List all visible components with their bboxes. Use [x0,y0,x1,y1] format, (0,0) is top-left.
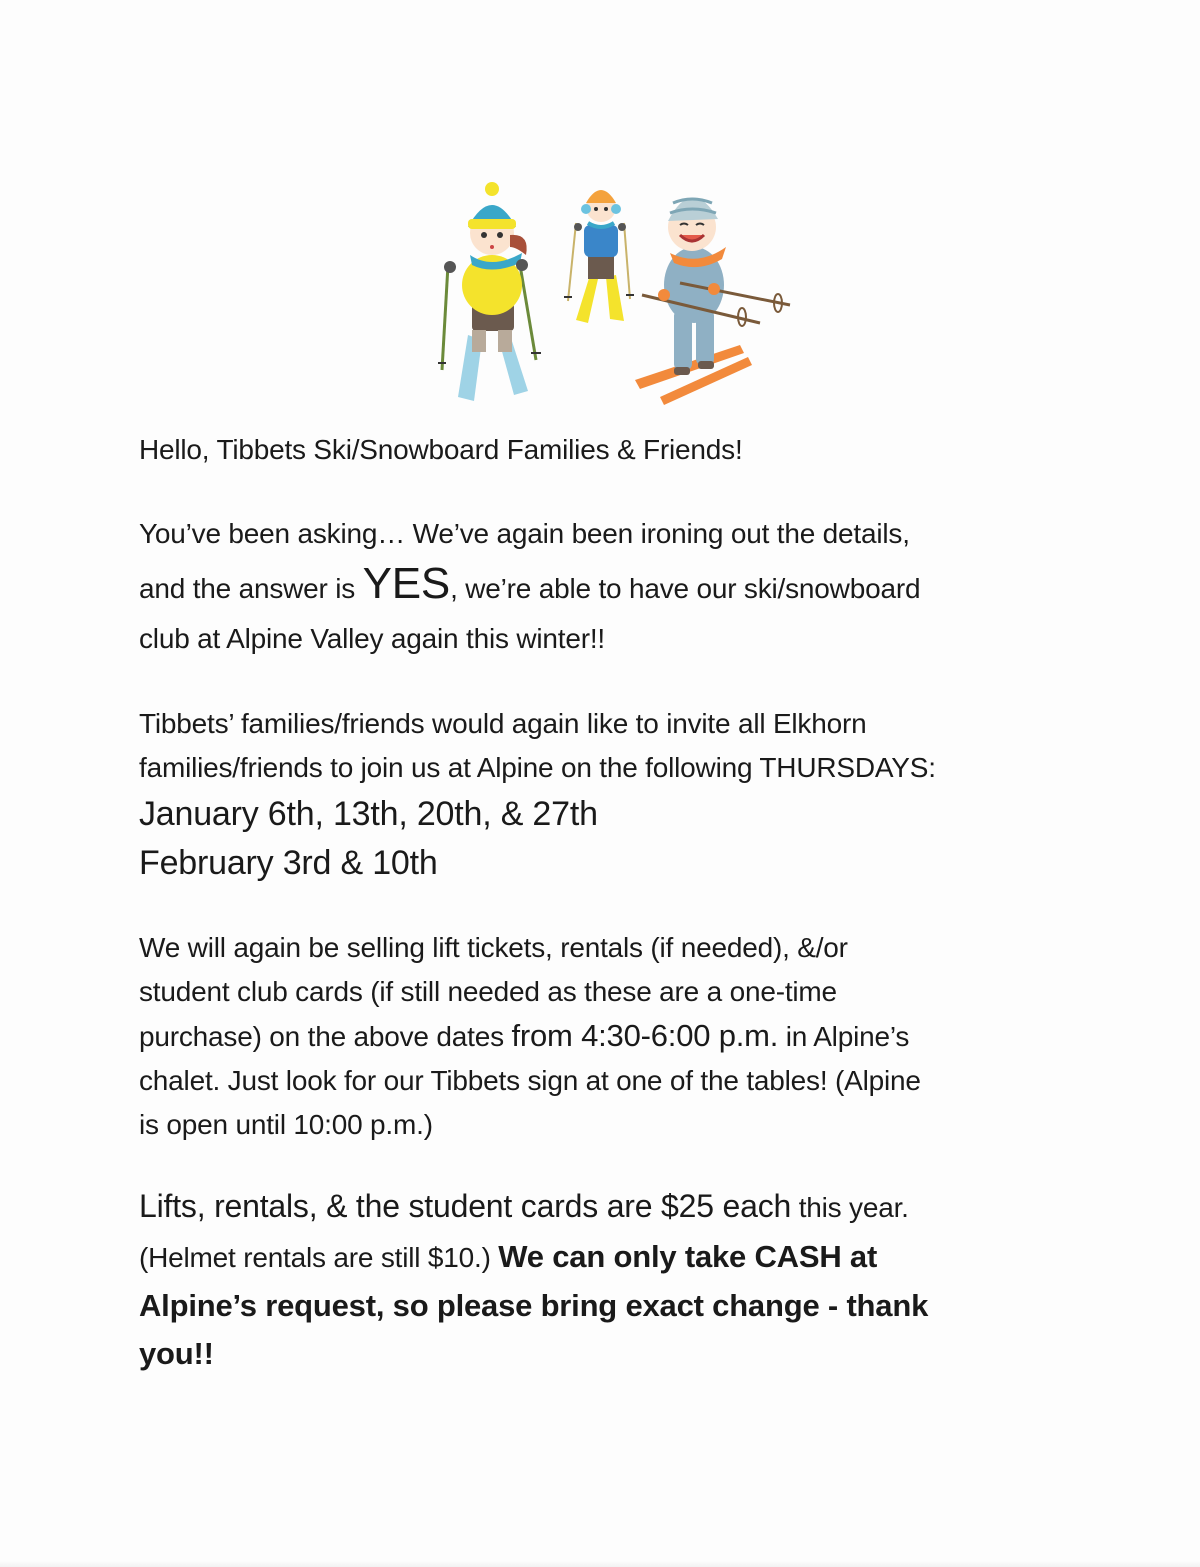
selling-line-3-pre: purchase) on the above dates [139,1021,512,1052]
boy-skier [635,197,790,405]
intro-paragraph [139,512,1079,661]
cash-only-notice: We can only take CASH at [498,1239,878,1274]
pricing-line-3: Alpine’s request, so please bring exact change - thank [139,1288,929,1323]
pricing-paragraph [139,1182,1079,1378]
pricing-line-1 [139,1182,1079,1232]
selling-line-3-post: in Alpine’s [778,1021,910,1052]
skiers-icon [430,175,800,410]
selling-line-4: chalet. Just look for our Tibbets sign at one of the tables! (Alpine [139,1065,921,1096]
selling-line-5: is open until 10:00 p.m.) [139,1109,433,1140]
pricing-line-2 [139,1232,1079,1282]
invite-line-2: families/friends to join us at Alpine on the following THURSDAYS: [139,752,936,783]
yes-emphasis: YES [362,559,451,608]
time-emphasis: from 4:30-6:00 p.m. [511,1018,779,1053]
intro-line-2-pre: and the answer is [139,573,363,604]
dates-february: February 3rd & 10th [139,844,438,882]
greeting-paragraph [139,428,1079,472]
pricing-line-1-post: this year. [791,1192,909,1223]
intro-line-2 [139,556,1079,617]
pricing-line-1-pre: Lifts, rentals, & the student cards are $25 each [139,1188,792,1224]
selling-line-3 [139,1014,1079,1059]
invite-paragraph [139,702,1079,888]
skiing-children-illustration [430,175,800,410]
scan-edge [0,1561,1200,1567]
selling-line-2: student club cards (if still needed as these are a one-time [139,976,837,1007]
dates-january: January 6th, 13th, 20th, & 27th [139,795,598,833]
middle-child-skier [564,190,634,323]
greeting-text: Hello, Tibbets Ski/Snowboard Families & Friends! [139,434,743,465]
intro-line-2-post: , we’re able to have our ski/snowboard [450,573,921,604]
helmet-note: (Helmet rentals are still $10.) [139,1242,499,1273]
selling-paragraph [139,926,1079,1147]
invite-line-1: Tibbets’ families/friends would again like to invite all Elkhorn [139,708,867,739]
selling-line-1: We will again be selling lift tickets, rentals (if needed), &/or [139,932,848,963]
girl-skier [438,182,541,401]
pricing-line-4: you!! [139,1336,214,1371]
intro-line-1: You’ve been asking… We’ve again been ironing out the details, [139,518,910,549]
intro-line-3: club at Alpine Valley again this winter!! [139,623,605,654]
